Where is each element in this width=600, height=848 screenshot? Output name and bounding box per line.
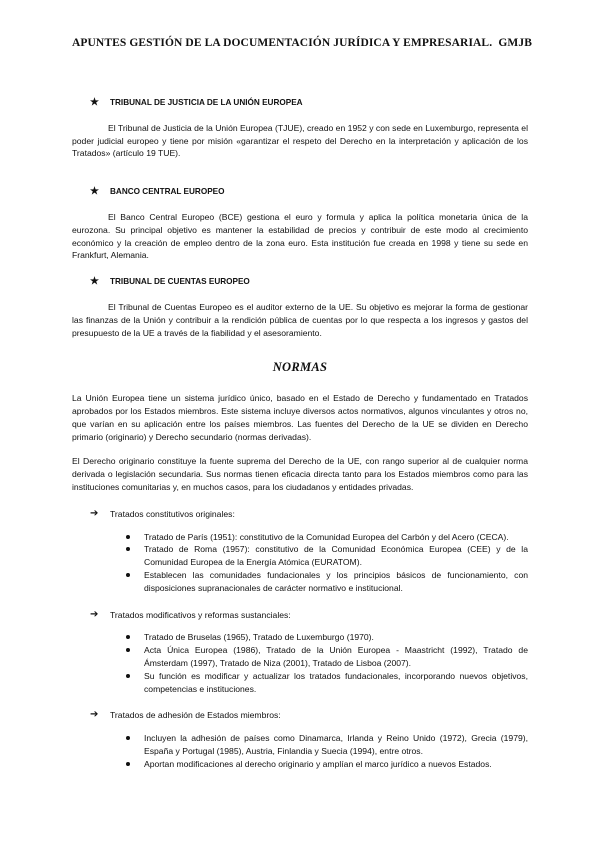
bullet-icon xyxy=(126,573,130,577)
arrow-right-icon: ➔ xyxy=(90,709,99,721)
section-paragraph: El Tribunal de Cuentas Europeo es el auditor externo de la UE. Su objetivo es mejorar la forma de gestionar las finanzas de la Unión y contribuir a la rendición pública de cuentas por lo que respecta a los ingresos y gastos del presupuesto de la UE a través de la fiabilidad y el asesoramiento. xyxy=(72,301,528,338)
bullet-list xyxy=(72,732,528,770)
star-icon: ★ xyxy=(90,276,99,288)
group-heading: Tratados de adhesión de Estados miembros: xyxy=(110,710,281,721)
normas-paragraph: El Derecho originario constituye la fuente suprema del Derecho de la UE, con rango superior al de cualquier norma derivada o legislación secundaria. Sus normas tienen eficacia directa tanto para los Estados miembros como para las instituciones comunitarias y, en muchos casos, para los ciudadanos y entidades privadas. xyxy=(72,456,528,492)
page-header xyxy=(72,37,532,49)
list-item: Tratado de París (1951): constitutivo de la Comunidad Europea del Carbón y del Acero (CECA). xyxy=(144,531,528,544)
bullet-icon xyxy=(126,635,130,639)
section-bce xyxy=(72,186,528,262)
list-item: Aportan modificaciones al derecho originario y amplían el marco jurídico a nuevos Estados. xyxy=(144,758,528,771)
section-paragraph: El Banco Central Europeo (BCE) gestiona el euro y formula y aplica la política monetaria única de la eurozona. Su principal objetivo es mantener la estabilidad de precios y contribuir de este modo al crecimiento económico y la creación de empleo dentro de la zona euro. Esta institución fue creada en 1998 y tiene su sede en Frankfurt, Alemania. xyxy=(72,211,528,261)
treaty-group xyxy=(72,609,528,696)
bullet-icon xyxy=(126,762,130,766)
bullet-icon xyxy=(126,648,130,652)
section-tjue xyxy=(72,97,528,160)
star-icon: ★ xyxy=(90,186,99,198)
bullet-icon xyxy=(126,547,130,551)
group-heading: Tratados constitutivos originales: xyxy=(110,508,235,519)
section-title: TRIBUNAL DE CUENTAS EUROPEO xyxy=(110,277,250,287)
page-content xyxy=(72,97,528,770)
list-item: Tratado de Roma (1957): constitutivo de la Comunidad Económica Europea (CEE) y de la Comunidad Europea de la Energía Atómica (EURATOM). xyxy=(144,543,528,569)
bullet-list xyxy=(72,531,528,595)
normas-paragraph: La Unión Europea tiene un sistema jurídico único, basado en el Estado de Derecho y fundamentado en Tratados aprobados por los Estados miembros. Este sistema incluye diversos actos normativos, algunos vinculantes y otros no, que varían en su aplicación entre los países miembros. Las fuentes del Derecho de la UE se dividen en Derecho primario (originario) y Derecho secundario (normas derivadas). xyxy=(72,393,528,442)
star-icon: ★ xyxy=(90,97,99,108)
author-initials: GMJB xyxy=(498,37,532,49)
section-title: TRIBUNAL DE JUSTICIA DE LA UNIÓN EUROPEA xyxy=(110,98,303,107)
list-item: Tratado de Bruselas (1965), Tratado de Luxemburgo (1970). xyxy=(144,631,528,644)
bullet-icon xyxy=(126,736,130,740)
treaty-group xyxy=(72,709,528,770)
list-item: Incluyen la adhesión de países como Dinamarca, Irlanda y Reino Unido (1972), Grecia (1979), España y Portugal (1985), Austria, Finlandia y Suecia (1994), entre otros. xyxy=(144,732,528,758)
list-item: Establecen las comunidades fundacionales y los principios básicos de funcionamiento, con disposiciones supranacionales de carácter normativo e institucional. xyxy=(144,569,528,595)
normas-heading: NORMAS xyxy=(272,360,328,375)
treaty-group xyxy=(72,508,528,595)
bullet-list xyxy=(72,631,528,695)
list-item: Acta Única Europea (1986), Tratado de la Unión Europea - Maastricht (1992), Tratado de Ámsterdam (1997), Tratado de Niza (2001), Tratado de Lisboa (2007). xyxy=(144,644,528,670)
arrow-right-icon: ➔ xyxy=(90,507,99,519)
section-title: BANCO CENTRAL EUROPEO xyxy=(110,187,225,197)
document-title: APUNTES GESTIÓN DE LA DOCUMENTACIÓN JURÍDICA Y EMPRESARIAL. xyxy=(72,37,493,49)
bullet-icon xyxy=(126,674,130,678)
arrow-right-icon: ➔ xyxy=(90,608,99,620)
bullet-icon xyxy=(126,535,130,539)
section-tce xyxy=(72,276,528,339)
section-paragraph: El Tribunal de Justicia de la Unión Europea (TJUE), creado en 1952 y con sede en Luxemburgo, representa el poder judicial europeo y tiene por misión «garantizar el respeto del Derecho en la interpretación y aplicación de los Tratados» (artículo 19 TUE). xyxy=(72,122,528,159)
list-item: Su función es modificar y actualizar los tratados fundacionales, incorporando nuevos objetivos, competencias e instituciones. xyxy=(144,670,528,696)
group-heading: Tratados modificativos y reformas sustanciales: xyxy=(110,609,291,620)
